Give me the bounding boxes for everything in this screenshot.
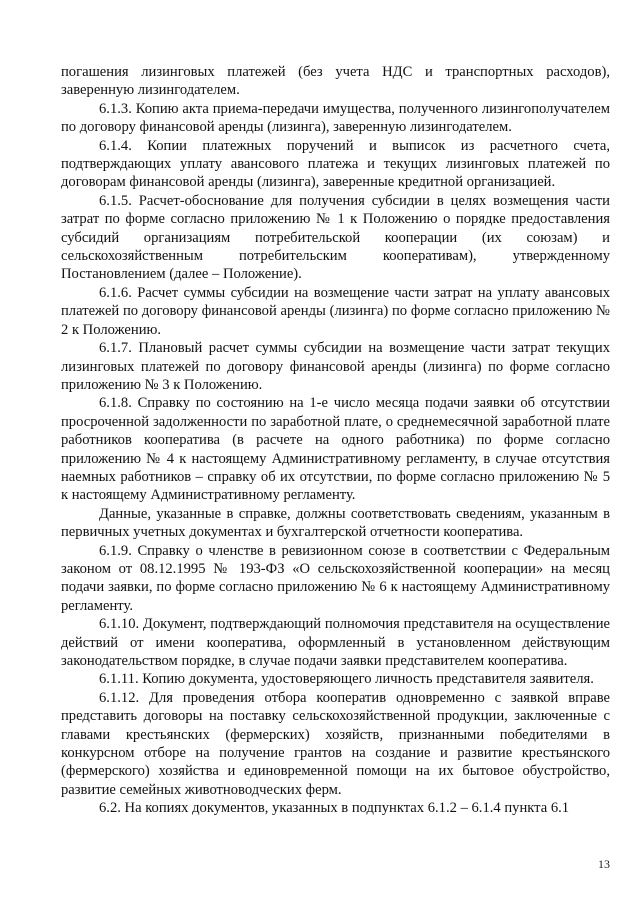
paragraph-6-1-6: 6.1.6. Расчет суммы субсидии на возмещение части затрат на уплату авансовых платежей по договору финансовой аренды (лизинга) по форме согласно приложению № 2 к Положению. (61, 284, 610, 338)
paragraph-6-1-8: 6.1.8. Справку по состоянию на 1-е число месяца подачи заявки об отсутствии просроченной задолженности по заработной плате, о среднемесячной заработной плате работников кооператива (в расчете на одного работника) по форме согласно приложению № 4 к настоящему Административному регламенту, в случае отсутствия наемных работников – справку об их отсутствии, по форме согласно приложению № 5 к настоящему Административному регламенту. (61, 395, 610, 504)
paragraph-continuation: погашения лизинговых платежей (без учета НДС и транспортных расходов), заверенную лизингодателем. (61, 64, 610, 99)
paragraph-6-1-12: 6.1.12. Для проведения отбора кооператив одновременно с заявкой вправе представить договоры на поставку сельскохозяйственной продукции, заключенные с главами крестьянских (фермерских) хозяйств, признанными победителями в конкурсном отборе на получение грантов на создание и развитие крестьянского (фермерского) хозяйства и единовременной помощи на их бытовое обустройство, развитие семейных животноводческих ферм. (61, 689, 610, 798)
document-page (61, 63, 610, 818)
paragraph-6-1-9: 6.1.9. Справку о членстве в ревизионном союзе в соответствии с Федеральным законом от 08.12.1995 № 193-ФЗ «О сельскохозяйственной кооперации» на месяц подачи заявки, по форме согласно приложению № 6 к настоящему Административному регламенту. (61, 542, 610, 614)
paragraph-6-1-3: 6.1.3. Копию акта приема-передачи имущества, полученного лизингополучателем по договору финансовой аренды (лизинга), заверенную лизингодателем. (61, 100, 610, 136)
page-number: 13 (598, 857, 610, 871)
paragraph-6-2: 6.2. На копиях документов, указанных в подпунктах 6.1.2 – 6.1.4 пункта 6.1 (99, 800, 570, 817)
paragraph-6-1-11: 6.1.11. Копию документа, удостоверяющего личность представителя заявителя. (99, 671, 594, 688)
paragraph-6-1-7: 6.1.7. Плановый расчет суммы субсидии на возмещение части затрат текущих лизинговых платежей по договору финансовой аренды (лизинга) по форме согласно приложению № 3 к Положению. (61, 340, 610, 393)
paragraph-data-note: Данные, указанные в справке, должны соответствовать сведениям, указанным в первичных учетных документах и бухгалтерской отчетности кооператива. (61, 505, 610, 541)
paragraph-6-1-5: 6.1.5. Расчет-обоснование для получения субсидии в целях возмещения части затрат по форме согласно приложению № 1 к Положению о порядке предоставления субсидий организациям потребительской кооперации (их союзам) и сельскохозяйственным потребительским кооперативам), утвержденному Постановлением (далее – Положение). (61, 192, 610, 283)
paragraph-6-1-4: 6.1.4. Копии платежных поручений и выписок из расчетного счета, подтверждающих уплату авансового платежа и текущих лизинговых платежей по договорам финансовой аренды (лизинга), заверенные кредитной организацией. (61, 137, 610, 191)
paragraph-6-1-10: 6.1.10. Документ, подтверждающий полномочия представителя на осуществление действий от имени кооператива, оформленный в установленном действующим законодательством порядке, в случае подачи заявки представителем кооператива. (61, 616, 610, 669)
